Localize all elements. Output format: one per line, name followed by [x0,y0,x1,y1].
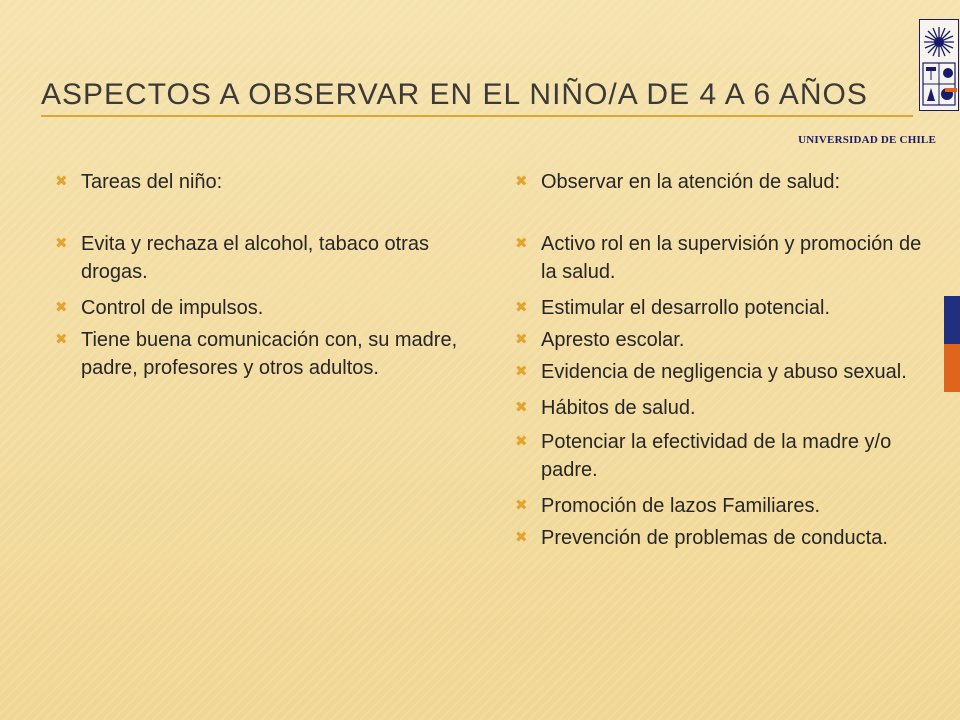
list-item-text: Evita y rechaza el alcohol, tabaco otras drogas. [81,233,429,283]
edge-band-orange [944,344,960,392]
title-underline [41,115,913,117]
list-item-text: Activo rol en la supervisión y promoción de la salud. [541,233,922,283]
list-item-text: Promoción de lazos Familiares. [541,495,820,517]
x-bullet-icon: ✖ [55,299,68,316]
list-item-text: Estimular el desarrollo potencial. [541,297,831,319]
list-item [515,168,935,196]
slide-title: ASPECTOS A OBSERVAR EN EL NIÑO/A DE 4 A 6 AÑOS [41,78,868,111]
x-bullet-icon: ✖ [515,331,528,348]
list-item [515,294,935,322]
list-item-text: Evidencia de negligencia y abuso sexual. [541,361,907,383]
x-bullet-icon: ✖ [55,235,68,252]
list-item-text: Tareas del niño: [81,171,223,193]
list-item [55,230,475,286]
right-column [515,168,935,552]
list-item-text: Apresto escolar. [541,329,685,351]
list-item-text: Hábitos de salud. [541,397,696,419]
x-bullet-icon: ✖ [515,235,528,252]
x-bullet-icon: ✖ [515,529,528,546]
list-item [515,358,935,386]
list-item [515,428,935,484]
list-item-text: Prevención de problemas de conducta. [541,527,888,549]
x-bullet-icon: ✖ [515,299,528,316]
x-bullet-icon: ✖ [55,331,68,348]
x-bullet-icon: ✖ [55,173,68,190]
x-bullet-icon: ✖ [515,363,528,380]
list-item [515,394,935,422]
edge-band-blue [944,296,960,344]
x-bullet-icon: ✖ [515,433,528,450]
list-item [515,230,935,286]
x-bullet-icon: ✖ [515,399,528,416]
list-item-text: Observar en la atención de salud: [541,171,841,193]
list-item [515,326,935,354]
list-item [55,168,475,196]
list-item-text: Tiene buena comunicación con, su madre, padre, profesores y otros adultos. [81,329,458,379]
x-bullet-icon: ✖ [515,173,528,190]
list-item [55,326,475,382]
list-item-text: Potenciar la efectividad de la madre y/o padre. [541,431,892,481]
list-item-text: Control de impulsos. [81,297,264,319]
university-crest-logo [919,19,959,111]
list-item [515,492,935,520]
left-column [55,168,475,382]
x-bullet-icon: ✖ [515,497,528,514]
list-item [515,524,935,552]
university-name: UNIVERSIDAD DE CHILE [798,134,936,146]
list-item [55,294,475,322]
